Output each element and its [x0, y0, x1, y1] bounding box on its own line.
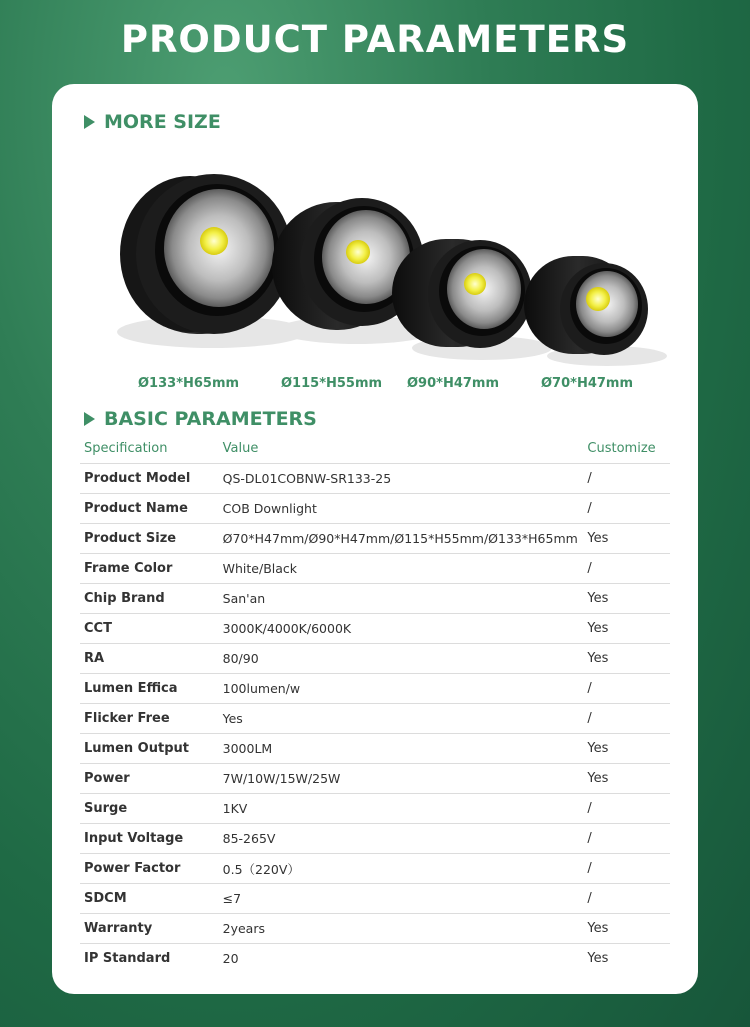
table-header-row [80, 433, 670, 464]
spec-cell: Warranty [80, 914, 219, 944]
spec-cell: CCT [80, 614, 219, 644]
table-row [80, 614, 670, 644]
basic-parameters-heading-text: BASIC PARAMETERS [104, 408, 317, 430]
customize-cell: / [583, 794, 670, 824]
spec-cell: Input Voltage [80, 824, 219, 854]
value-cell: 0.5（220V） [219, 854, 584, 884]
customize-cell: Yes [583, 644, 670, 674]
triangle-bullet-icon [84, 412, 95, 426]
table-row [80, 674, 670, 704]
table-row [80, 464, 670, 494]
parameters-table [80, 433, 670, 973]
table-row [80, 854, 670, 884]
value-cell: 20 [219, 944, 584, 974]
value-cell: 7W/10W/15W/25W [219, 764, 584, 794]
customize-cell: / [583, 494, 670, 524]
header-value: Value [222, 440, 259, 456]
table-row [80, 824, 670, 854]
table-row [80, 764, 670, 794]
customize-cell: Yes [583, 524, 670, 554]
size-label-115: Ø115*H55mm [281, 376, 383, 391]
customize-cell: Yes [583, 914, 670, 944]
value-cell: 80/90 [219, 644, 584, 674]
customize-cell: Yes [583, 944, 670, 974]
customize-cell: / [583, 854, 670, 884]
product-image [92, 144, 672, 444]
size-label-90: Ø90*H47mm [407, 376, 500, 391]
value-cell: COB Downlight [219, 494, 584, 524]
table-row [80, 524, 670, 554]
more-size-heading-text: MORE SIZE [104, 111, 221, 133]
customize-cell: / [583, 554, 670, 584]
table-row [80, 644, 670, 674]
customize-cell: / [583, 704, 670, 734]
size-label-133: Ø133*H65mm [138, 376, 240, 391]
customize-cell: / [583, 884, 670, 914]
size-label-70: Ø70*H47mm [541, 376, 634, 391]
value-cell: 1KV [219, 794, 584, 824]
more-size-heading [84, 111, 221, 133]
value-cell: Yes [219, 704, 584, 734]
spec-cell: Flicker Free [80, 704, 219, 734]
value-cell: QS-DL01COBNW-SR133-25 [219, 464, 584, 494]
value-cell: 2years [219, 914, 584, 944]
table-row [80, 554, 670, 584]
value-cell: 85-265V [219, 824, 584, 854]
customize-cell: / [583, 824, 670, 854]
header-customize: Customize [587, 440, 656, 456]
spec-cell: SDCM [80, 884, 219, 914]
value-cell: 3000LM [219, 734, 584, 764]
customize-cell: Yes [583, 734, 670, 764]
spec-cell: Lumen Effica [80, 674, 219, 704]
spec-cell: Power [80, 764, 219, 794]
customize-cell: / [583, 464, 670, 494]
spec-cell: Product Size [80, 524, 219, 554]
customize-cell: / [583, 674, 670, 704]
spec-cell: Chip Brand [80, 584, 219, 614]
value-cell: San'an [219, 584, 584, 614]
parameters-card [52, 84, 698, 994]
page-title: PRODUCT PARAMETERS [120, 18, 630, 61]
customize-cell: Yes [583, 584, 670, 614]
spec-cell: Product Name [80, 494, 219, 524]
table-row [80, 884, 670, 914]
spec-cell: Frame Color [80, 554, 219, 584]
table-row [80, 794, 670, 824]
table-row [80, 704, 670, 734]
value-cell: White/Black [219, 554, 584, 584]
value-cell: 100lumen/w [219, 674, 584, 704]
table-row [80, 914, 670, 944]
value-cell: Ø70*H47mm/Ø90*H47mm/Ø115*H55mm/Ø133*H65mm [219, 524, 584, 554]
table-row [80, 494, 670, 524]
basic-parameters-heading [84, 408, 317, 430]
table-row [80, 944, 670, 974]
value-cell: ≤7 [219, 884, 584, 914]
table-row [80, 584, 670, 614]
customize-cell: Yes [583, 764, 670, 794]
customize-cell: Yes [583, 614, 670, 644]
value-cell: 3000K/4000K/6000K [219, 614, 584, 644]
spec-cell: Power Factor [80, 854, 219, 884]
spec-cell: RA [80, 644, 219, 674]
header-specification: Specification [84, 440, 168, 456]
spec-cell: Surge [80, 794, 219, 824]
spec-cell: IP Standard [80, 944, 219, 974]
spec-cell: Product Model [80, 464, 219, 494]
table-row [80, 734, 670, 764]
spec-cell: Lumen Output [80, 734, 219, 764]
triangle-bullet-icon [84, 115, 95, 129]
